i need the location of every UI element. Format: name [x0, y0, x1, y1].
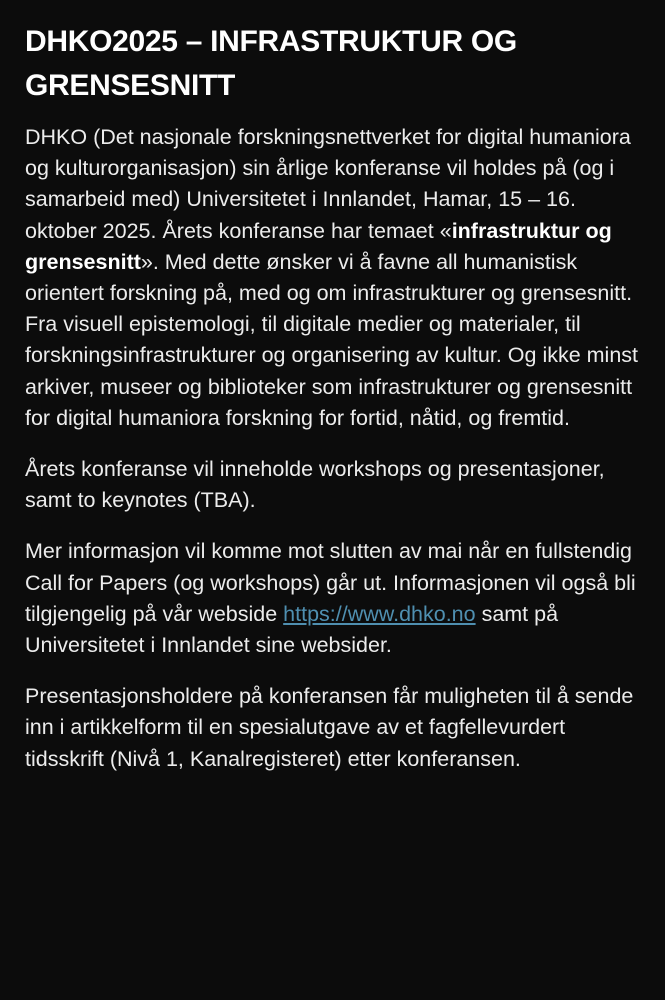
- info-paragraph: [25, 536, 643, 661]
- conference-theme: infrastruktur og grensesnitt: [25, 218, 612, 274]
- dhko-website-link[interactable]: https://www.dhko.no: [283, 601, 476, 626]
- info-text-start: Mer informasjon vil komme mot slutten av mai når en fullstendig Call for Papers (og workshops) går ut. Informasjonen vil også bli tilgjengelig på vår webside: [25, 539, 636, 626]
- intro-text-start: DHKO (Det nasjonale forskningsnettverket for digital humaniora og kulturorganisasjon) sin årlige konferanse vil holdes på (og i samarbeid med) Universitetet i Innlandet, Hamar, 15 – 16. oktober 2025. Årets konferanse har temaet «: [25, 125, 631, 243]
- info-text-end: samt på Universitetet i Innlandet sine websider.: [25, 601, 559, 658]
- program-paragraph: Årets konferanse vil inneholde workshops og presentasjoner, samt to keynotes (TBA).: [25, 457, 605, 513]
- intro-text-end: ». Med dette ønsker vi å favne all humanistisk orientert forskning på, med og om infrastrukturer og grensesnitt. Fra visuell epistemologi, til digitale medier og materialer, til forskningsinfrastrukturer og organisering av kultur. Og ikke minst arkiver, museer og biblioteker som infrastrukturer og grensesnitt for digital humaniora forskning for fortid, nåtid, og fremtid.: [25, 249, 639, 430]
- article-title: DHKO2025 – INFRASTRUKTUR OG GRENSESNITT: [25, 25, 517, 102]
- intro-paragraph: [25, 122, 643, 434]
- publication-paragraph: Presentasjonsholdere på konferansen får muligheten til å sende inn i artikkelform til en spesialutgave av et fagfellevurdert tidsskrift (Nivå 1, Kanalregisteret) etter konferansen.: [25, 684, 634, 771]
